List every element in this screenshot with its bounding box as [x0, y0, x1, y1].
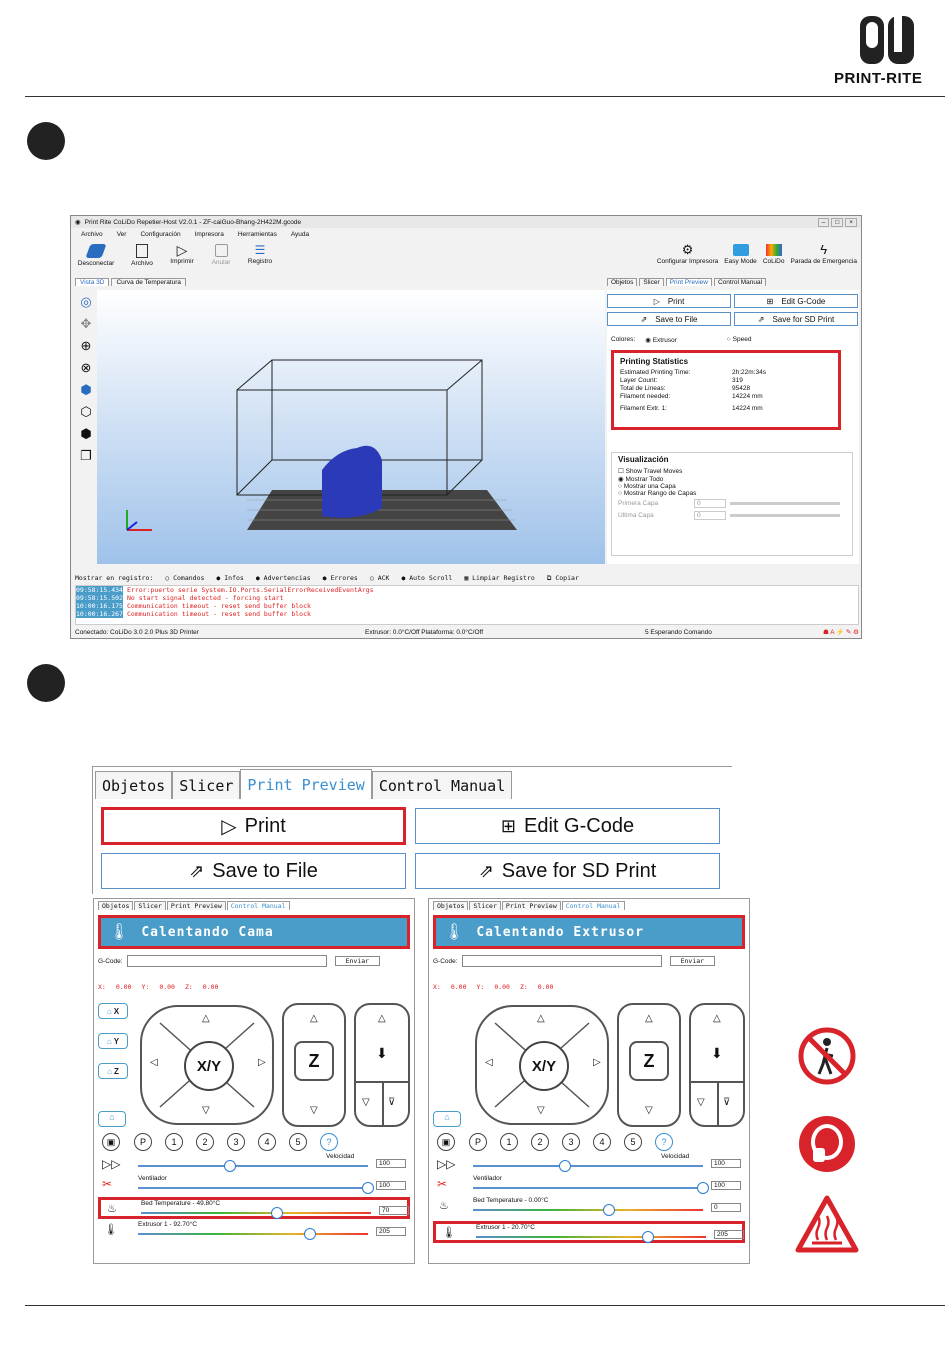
menu-ayuda[interactable]: Ayuda — [290, 230, 310, 238]
fan-slider[interactable] — [138, 1187, 368, 1189]
log-line: 10:00:16.267 Communication timeout - reset send buffer block — [76, 610, 311, 618]
bed-temperature-input[interactable]: 0 — [711, 1203, 741, 1212]
menu-ver[interactable]: Ver — [116, 230, 127, 238]
log-area[interactable] — [75, 585, 859, 625]
home-icon: ⌂ — [107, 1066, 112, 1076]
menu-configuracion[interactable]: Configuración — [140, 230, 181, 238]
cube-side-icon[interactable]: ⬢ — [80, 426, 92, 441]
title-bar — [71, 216, 861, 228]
position-button-5[interactable]: 5 — [624, 1133, 642, 1151]
opt-travel[interactable]: ☐ Show Travel Moves — [618, 468, 683, 475]
export-icon: ⇗ — [478, 860, 494, 881]
home-icon: ⌂ — [106, 1036, 112, 1046]
speed-icon: ▷▷ — [437, 1157, 456, 1171]
zoom-tab-print-preview[interactable]: Print Preview — [240, 769, 371, 799]
speed-input[interactable]: 100 — [376, 1159, 406, 1168]
zoom-icon[interactable]: ⊕ — [80, 338, 92, 353]
log-filter-advertencias[interactable]: ● Advertencias — [255, 574, 311, 582]
bed-temperature-row: ♨ Bed Temperature - 49.80°C 70 — [98, 1197, 410, 1219]
extruder-temperature-input[interactable]: 205 — [376, 1227, 406, 1236]
step-bullet-1 — [27, 122, 65, 160]
zoom-tab-slicer[interactable]: Slicer — [172, 771, 240, 799]
cube-front-icon[interactable]: ⬢ — [80, 382, 92, 397]
home-x-button[interactable]: ⌂ X — [98, 1003, 128, 1019]
list-icon: ☰ — [254, 243, 266, 257]
extruder-heat-icon: 🌡 — [104, 1224, 118, 1236]
play-icon: ▷ — [221, 815, 237, 838]
view-tools — [75, 292, 97, 562]
log-filter-infos[interactable]: ● Infos — [216, 574, 244, 582]
window-title: Print Rite CoLiDo Repetier-Host V2.0.1 - ZF-caiGuo-Bhang-2H422M.gcode — [84, 218, 302, 226]
position-button-1[interactable]: 1 — [500, 1133, 518, 1151]
extrude-up-icon[interactable]: △ — [713, 1013, 721, 1024]
app-save-sd-button[interactable]: ⇗ Save for SD Print — [734, 312, 858, 326]
cube-top-icon[interactable]: ⬡ — [80, 404, 92, 419]
zoom-save-sd-button[interactable]: ⇗ Save for SD Print — [415, 853, 720, 889]
control-manual-panel-2: Objetos Slicer Print Preview Control Manual 🌡 Calentando Extrusor G-Code: Enviar X: 0.00 Y: 0.00 Z: 0.00 ⌂ X/Y △ ▽ ◁ ▷ △ Z ▽ △ ⬇ ▽ ⊽ ▣ P 1 2 3 4 5 ? ▷▷ Velocidad 100 ✂ Ventilador 100 ♨ Bed Temperature - 0.00°C 0 🌡 Extrusor 1 - 20.70°C 205 — [428, 898, 750, 1264]
play-icon: ▷ — [176, 242, 188, 258]
ultima-capa-input[interactable]: 0 — [694, 511, 726, 520]
side-tab-slicer[interactable]: Slicer — [639, 278, 663, 286]
z-home-button[interactable]: Z — [294, 1041, 334, 1081]
panel-tab-control-manual[interactable]: Control Manual — [227, 901, 290, 910]
thermometer-icon: 🌡 — [444, 924, 465, 941]
panel-tab-print-preview[interactable]: Print Preview — [167, 901, 226, 910]
heating-header: 🌡 Calentando Cama — [98, 915, 410, 949]
control-manual-panel-1: Objetos Slicer Print Preview Control Manual 🌡 Calentando Cama G-Code: Enviar X: 0.00 Y: 0.00 Z: 0.00 ⌂ X ⌂ Y ⌂ Z ⌂ X/Y △ ▽ ◁ ▷ △ Z ▽ △ ⬇ ▽ ⊽ ▣ P 1 2 3 4 5 ? ▷▷ Velocidad 100 ✂ Ventilador 100 ♨ Bed Temperature - 49.80°C 70 🌡 Extrusor 1 - 92.70°C 205 — [93, 898, 415, 1264]
arrow-down-icon[interactable]: ▽ — [537, 1105, 545, 1116]
export-icon: ⇗ — [757, 314, 765, 324]
hot-surface-warning-icon — [794, 1194, 860, 1254]
gear-icon: ⚙ — [681, 242, 694, 257]
bed-temperature-slider[interactable] — [473, 1209, 703, 1211]
minimize-icon[interactable]: – — [818, 218, 830, 227]
thermometer-icon: 🌡 — [109, 924, 130, 941]
retract-icon[interactable]: ▽ — [362, 1097, 370, 1108]
menu-impresora[interactable]: Impresora — [194, 230, 224, 238]
position-button-3[interactable]: 3 — [562, 1133, 580, 1151]
primera-capa-input[interactable]: 0 — [694, 499, 726, 508]
log-toolbar-button[interactable]: ☰ Registro — [245, 242, 275, 267]
panel-tab-objetos[interactable]: Objetos — [433, 901, 468, 910]
bed-temperature-input[interactable]: 70 — [379, 1206, 409, 1215]
file-button[interactable]: Archivo — [127, 242, 157, 267]
z-up-icon[interactable]: △ — [645, 1013, 653, 1024]
send-button[interactable]: Enviar — [335, 956, 380, 966]
speed-slider[interactable] — [138, 1165, 368, 1167]
speed-input[interactable]: 100 — [711, 1159, 741, 1168]
log-filter-comandos[interactable]: ○ Comandos — [165, 574, 205, 582]
arrow-right-icon[interactable]: ▷ — [593, 1057, 601, 1068]
position-button-2[interactable]: 2 — [196, 1133, 214, 1151]
home-z-button[interactable]: ⌂ Z — [98, 1063, 128, 1079]
extruder-temperature-slider[interactable] — [138, 1233, 368, 1235]
panel-tab-control-manual[interactable]: Control Manual — [562, 901, 625, 910]
opt-una-capa[interactable]: ○ Mostrar una Capa — [618, 483, 676, 490]
print-toolbar-button[interactable]: ▷ Imprimir — [167, 242, 197, 267]
edit-file-icon: ⊞ — [500, 815, 517, 836]
no-pedestrian-warning-icon — [797, 1026, 857, 1086]
lightning-icon: ϟ — [820, 242, 828, 257]
side-tab-control-manual[interactable]: Control Manual — [714, 278, 766, 286]
bed-temperature-slider[interactable] — [141, 1212, 371, 1214]
send-button[interactable]: Enviar — [670, 956, 715, 966]
home-icon: ⌂ — [106, 1006, 112, 1016]
position-button-5[interactable]: 5 — [289, 1133, 307, 1151]
position-button-2[interactable]: 2 — [531, 1133, 549, 1151]
zoom-save-file-button[interactable]: ⇗ Save to File — [101, 853, 406, 889]
position-button-help[interactable]: ? — [320, 1133, 338, 1151]
z-down-icon[interactable]: ▽ — [645, 1105, 653, 1116]
position-button-help[interactable]: ? — [655, 1133, 673, 1151]
xy-jog-pad[interactable] — [140, 1005, 274, 1125]
disconnect-icon — [85, 244, 106, 258]
primera-capa-slider[interactable] — [730, 502, 840, 505]
step-bullet-2 — [27, 664, 65, 702]
side-tab-print-preview[interactable]: Print Preview — [666, 278, 712, 286]
brand-name: PRINT-RITE — [834, 70, 923, 87]
status-tool-icons[interactable]: ☗ A ⚡ ✎ ⚙ — [822, 629, 859, 636]
toolbar — [71, 240, 861, 274]
colido-icon — [766, 244, 782, 256]
menu-archivo[interactable]: Archivo — [81, 230, 103, 238]
disconnect-button[interactable]: Desconectar — [75, 242, 117, 267]
stat-filament-extr: 14224 mm — [732, 405, 763, 412]
log-filter-errores[interactable]: ● Errores — [322, 574, 358, 582]
app-save-file-button[interactable]: ⇗ Save to File — [607, 312, 731, 326]
extruder-temperature-row: 🌡 Extrusor 1 - 92.70°C 205 — [98, 1221, 410, 1243]
maximize-icon[interactable]: □ — [831, 218, 843, 227]
configure-printer-button[interactable]: ⚙ Configurar Impresora — [656, 242, 719, 265]
app-icon: ◉ — [75, 219, 81, 226]
fan-slider[interactable] — [473, 1187, 703, 1189]
xy-home-button[interactable]: X/Y — [519, 1041, 569, 1091]
stat-layers: 319 — [732, 377, 743, 384]
position-button-3[interactable]: 3 — [227, 1133, 245, 1151]
z-jog-pad[interactable] — [282, 1003, 346, 1127]
home-all-button[interactable]: ⌂ — [98, 1111, 126, 1127]
emergency-stop-button[interactable]: ϟ Parada de Emergencia — [790, 242, 857, 265]
fit-icon[interactable]: ⊗ — [80, 360, 92, 375]
printing-statistics: Printing Statistics Estimated Printing Time: 2h:22m:34s Layer Count: 319 Total de Lineas: 95428 Filament needed: 14224 mm Filament Extr. 1: 14224 mm — [611, 350, 841, 430]
heating-header: 🌡 Calentando Extrusor — [433, 915, 745, 949]
move-icon[interactable]: ✥ — [80, 316, 92, 331]
side-tab-objetos[interactable]: Objetos — [607, 278, 637, 286]
3d-viewport[interactable] — [97, 290, 605, 564]
panel-tab-slicer[interactable]: Slicer — [134, 901, 165, 910]
xy-home-button[interactable]: X/Y — [184, 1041, 234, 1091]
panel-tab-slicer[interactable]: Slicer — [469, 901, 500, 910]
gcode-input[interactable] — [462, 955, 662, 967]
tab-vista-3d[interactable]: Vista 3D — [75, 278, 109, 286]
stats-title: Printing Statistics — [620, 357, 689, 366]
home-all-button[interactable]: ⌂ — [433, 1111, 461, 1127]
menu-herramientas[interactable]: Herramientas — [237, 230, 277, 238]
home-y-button[interactable]: ⌂ Y — [98, 1033, 128, 1049]
arrow-up-icon[interactable]: △ — [202, 1013, 210, 1024]
fan-input[interactable]: 100 — [711, 1181, 741, 1190]
extruder-jog-pad[interactable] — [689, 1003, 745, 1127]
z-jog-pad[interactable] — [617, 1003, 681, 1127]
stat-filament: 14224 mm — [732, 393, 763, 400]
log-line: 10:00:16.175 Communication timeout - reset send buffer block — [76, 602, 311, 610]
export-icon: ⇗ — [189, 860, 205, 881]
retract-icon[interactable]: ▽ — [697, 1097, 705, 1108]
fan-icon: ✂ — [102, 1177, 113, 1191]
fan-icon: ✂ — [437, 1177, 448, 1191]
log-copy-button[interactable]: ⧉ Copiar — [546, 573, 579, 582]
colido-button[interactable]: CoLiDo — [763, 242, 785, 265]
edit-file-icon: ⊞ — [766, 296, 774, 306]
side-panel — [607, 290, 859, 564]
bed-heat-icon: ♨ — [439, 1200, 449, 1212]
zoom-edit-gcode-button[interactable]: ⊞ Edit G-Code — [415, 808, 720, 844]
app-print-button[interactable]: ▷ Print — [607, 294, 731, 308]
header-rule — [25, 96, 945, 97]
easy-mode-button[interactable]: Easy Mode — [724, 242, 757, 265]
arrow-right-icon[interactable]: ▷ — [258, 1057, 266, 1068]
gcode-input[interactable] — [127, 955, 327, 967]
stop-motors-button[interactable]: ▣ — [102, 1133, 120, 1151]
position-button-1[interactable]: 1 — [165, 1133, 183, 1151]
z-home-button[interactable]: Z — [629, 1041, 669, 1081]
position-button-4[interactable]: 4 — [593, 1133, 611, 1151]
log-clear-button[interactable]: ▦ Limpiar Registro — [464, 574, 535, 582]
position-button-p[interactable]: P — [134, 1133, 152, 1151]
brand-logo — [830, 12, 945, 90]
position-readout: X: 0.00 Y: 0.00 Z: 0.00 — [98, 983, 219, 991]
status-bar: Conectado: CoLiDo 3.0 2.0 Plus 3D Printer Extrusor: 0.0°C/Off Plataforma: 0.0°C/Off 5 Esperando Comando ☗ A ⚡ ✎ ⚙ — [75, 628, 859, 636]
colors-row: Colores: ◉ Extrusor ○ Speed — [611, 336, 752, 344]
zoom-print-button[interactable]: ▷ Print — [101, 807, 406, 845]
extruder-temperature-row: 🌡 Extrusor 1 - 20.70°C 205 — [433, 1221, 745, 1243]
extruder-heat-icon: 🌡 — [442, 1227, 456, 1239]
extruder-temperature-slider[interactable] — [476, 1236, 706, 1238]
cube-iso-icon[interactable]: ❐ — [80, 448, 92, 463]
xy-jog-pad[interactable] — [475, 1005, 609, 1125]
extruder-icon: ⬇ — [376, 1045, 388, 1061]
cancel-toolbar-button[interactable]: Anular — [207, 242, 235, 267]
file-icon — [136, 244, 148, 258]
z-down-icon[interactable]: ▽ — [310, 1105, 318, 1116]
rotate-icon[interactable]: ◎ — [80, 294, 92, 309]
opt-mostrar-todo[interactable]: ◉ Mostrar Todo — [618, 476, 664, 483]
opt-rango-capas[interactable]: ○ Mostrar Rango de Capas — [618, 490, 697, 497]
log-line: 09:58:15.434 Error:puerto serie System.IO.Ports.SerialErrorReceivedEventArgs — [76, 586, 374, 594]
app-edit-gcode-button[interactable]: ⊞ Edit G-Code — [734, 294, 858, 308]
log-line: 09:58:15.502 No start signal detected - forcing start — [76, 594, 284, 602]
export-icon: ⇗ — [640, 314, 648, 324]
extruder-jog-pad[interactable] — [354, 1003, 410, 1127]
z-up-icon[interactable]: △ — [310, 1013, 318, 1024]
extrude-down-icon[interactable]: ⊽ — [388, 1097, 396, 1108]
stat-time: 2h:22m:34s — [732, 369, 766, 376]
arrow-up-icon[interactable]: △ — [537, 1013, 545, 1024]
extrude-down-icon[interactable]: ⊽ — [723, 1097, 731, 1108]
print-bed-scene — [97, 290, 605, 564]
stat-lines: 95428 — [732, 385, 751, 392]
speed-slider[interactable] — [473, 1165, 703, 1167]
logo-mark-icon — [858, 14, 918, 69]
tab-curva-temperatura[interactable]: Curva de Temperatura — [111, 278, 186, 286]
visualizacion-group: Visualización ☐ Show Travel Moves ◉ Mostrar Todo ○ Mostrar una Capa ○ Mostrar Rango de Capas Primera Capa 0 Ultima Capa 0 — [611, 452, 853, 556]
zoom-panel — [92, 766, 732, 894]
log-filter-ack[interactable]: ○ ACK — [369, 574, 390, 582]
stop-motors-button[interactable]: ▣ — [437, 1133, 455, 1151]
position-button-p[interactable]: P — [469, 1133, 487, 1151]
speed-icon: ▷▷ — [102, 1157, 121, 1171]
arrow-down-icon[interactable]: ▽ — [202, 1105, 210, 1116]
ultima-capa-slider[interactable] — [730, 514, 840, 517]
close-icon[interactable]: × — [845, 218, 857, 227]
easy-mode-icon — [733, 244, 749, 256]
position-readout: X: 0.00 Y: 0.00 Z: 0.00 — [433, 983, 554, 991]
log-bar: Mostrar en registro: ○ Comandos ● Infos ● Advertencias ● Errores ○ ACK ● Auto Scroll ▦ Limpiar Registro ⧉ Copiar — [75, 573, 579, 582]
wear-mask-icon — [797, 1114, 857, 1174]
footer-rule — [25, 1305, 945, 1306]
zoom-tab-objetos[interactable]: Objetos — [95, 771, 172, 799]
stop-icon — [215, 244, 228, 257]
arrow-left-icon[interactable]: ◁ — [485, 1057, 493, 1068]
bed-heat-icon: ♨ — [107, 1203, 117, 1215]
menu-bar — [71, 228, 861, 240]
radio-extrusor[interactable]: ◉ Extrusor — [645, 337, 677, 344]
extrude-up-icon[interactable]: △ — [378, 1013, 386, 1024]
app-window — [70, 215, 862, 639]
arrow-left-icon[interactable]: ◁ — [150, 1057, 158, 1068]
extruder-icon: ⬇ — [711, 1045, 723, 1061]
radio-speed[interactable]: ○ Speed — [726, 336, 752, 343]
bed-temperature-row: ♨ Bed Temperature - 0.00°C 0 — [433, 1197, 745, 1219]
extruder-temperature-input[interactable]: 205 — [714, 1230, 744, 1239]
panel-tab-print-preview[interactable]: Print Preview — [502, 901, 561, 910]
position-button-4[interactable]: 4 — [258, 1133, 276, 1151]
play-icon: ▷ — [653, 296, 660, 306]
panel-tab-objetos[interactable]: Objetos — [98, 901, 133, 910]
log-autoscroll[interactable]: ● Auto Scroll — [401, 574, 453, 582]
fan-input[interactable]: 100 — [376, 1181, 406, 1190]
zoom-tab-control-manual[interactable]: Control Manual — [372, 771, 512, 799]
